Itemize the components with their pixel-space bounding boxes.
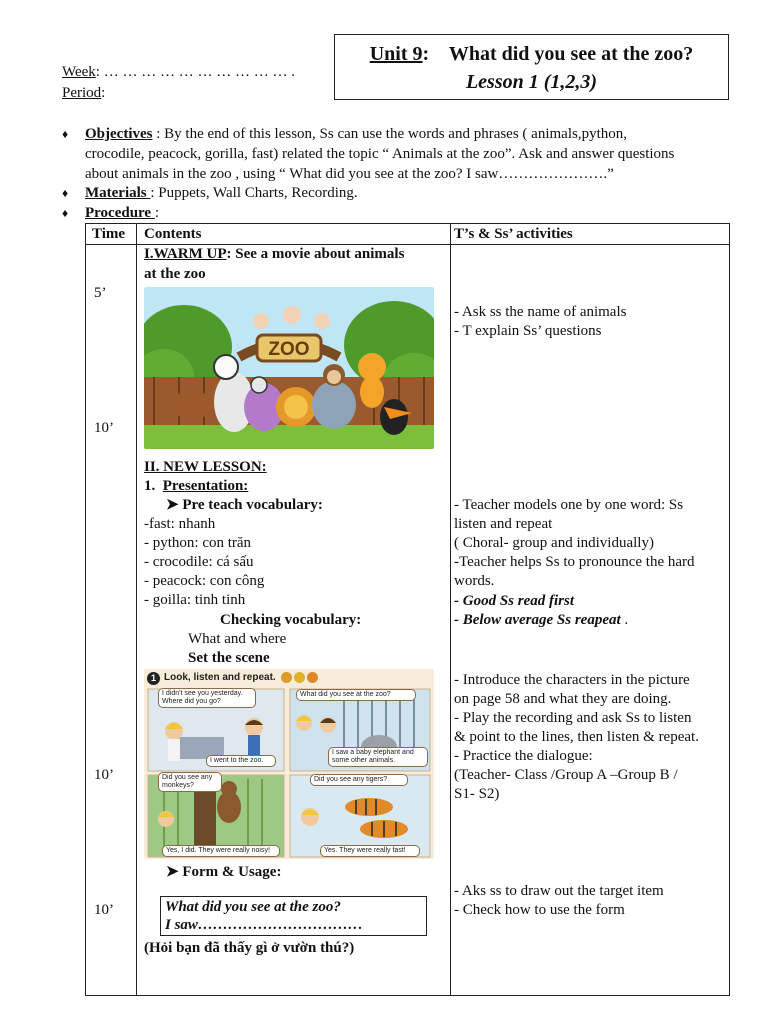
dialogue-comic (144, 669, 434, 859)
form-question: What did you see at the zoo? (165, 899, 341, 915)
form-activity: - Check how to use the form (454, 902, 625, 918)
speech-bubble: Did you see any monkeys? (158, 772, 222, 792)
speech-bubble: I saw a baby elephant and some other animals. (328, 747, 428, 767)
warmup-heading-2: at the zoo (144, 266, 206, 282)
speech-bubble: Yes. They were really fast! (320, 845, 420, 857)
form-answer: I saw…………………………… (165, 917, 363, 933)
presentation-activity: - Teacher models one by one word: Ss (454, 497, 684, 513)
zoo-sign: ZOO (268, 339, 310, 360)
header-contents: Contents (144, 226, 202, 242)
form-heading: ➤ Form & Usage: (166, 864, 282, 880)
set-scene: Set the scene (188, 650, 270, 666)
point-icon (294, 672, 305, 683)
unit-title: Unit 9: What did you see at the zoo? (369, 43, 694, 65)
form-activity: - Aks ss to draw out the target item (454, 883, 664, 899)
procedure-table (85, 223, 730, 996)
form-box (160, 896, 427, 936)
good-ss-note: - Good Ss read first (454, 593, 575, 609)
time-form: 10’ (94, 902, 114, 918)
lesson-title: Lesson 1 (1,2,3) (465, 71, 598, 93)
header-time: Time (92, 226, 126, 242)
arrow-icon: ➤ (166, 497, 179, 513)
warmup-activity-1: - Ask ss the name of animals (454, 304, 627, 320)
what-where: What and where (188, 631, 287, 647)
col-divider (450, 224, 451, 995)
speech-bubble: Did you see any tigers? (310, 774, 408, 786)
vocab-item: - goilla: tinh tinh (144, 592, 246, 608)
title-box (334, 34, 729, 100)
bullet-diamond: ♦ (62, 186, 69, 200)
dialogue-activity: - Play the recording and ask Ss to listen (454, 710, 692, 726)
warmup-heading: I.WARM UP: See a movie about animals (144, 246, 405, 262)
comic-title: Look, listen and repeat. (164, 672, 276, 683)
time-warmup: 5’ (94, 285, 107, 301)
vocab-item: - crocodile: cá sấu (144, 554, 254, 570)
bullet-diamond: ♦ (62, 206, 69, 220)
new-lesson-heading: II. NEW LESSON: (144, 459, 267, 475)
presentation-activity: listen and repeat (454, 516, 553, 532)
col-divider (136, 224, 137, 995)
warmup-activity-2: - T explain Ss’ questions (454, 323, 602, 339)
header-activities: T’s & Ss’ activities (454, 226, 573, 242)
presentation-activity: -Teacher helps Ss to pronounce the hard (454, 554, 695, 570)
speech-bubble: Yes, I did. They were really noisy! (162, 845, 280, 857)
period-line: Period: (62, 85, 106, 101)
repeat-icon (307, 672, 318, 683)
dialogue-activity: & point to the lines, then listen & repeat. (454, 729, 699, 745)
objectives: Objectives : By the end of this lesson, Ss can use the words and phrases ( animals,python, crocodile, peacock, gorilla, fast) related the topic “ Animals at the zoo”. Ask and answer questions about animals in the zoo , using “ What did you see at the zoo? I saw………………….” (85, 126, 675, 182)
dialogue-activity: - Practice the dialogue: (454, 748, 593, 764)
time-dialogue: 10’ (94, 767, 114, 783)
vocab-item: - peacock: con công (144, 573, 265, 589)
speech-bubble: I went to the zoo. (206, 755, 276, 767)
bullet-diamond: ♦ (62, 127, 69, 141)
preteach-heading: ➤ Pre teach vocabulary: (166, 497, 323, 513)
exercise-number: 1 (147, 672, 160, 685)
speech-bubble: What did you see at the zoo? (296, 689, 416, 701)
presentation-activity: ( Choral- group and individually) (454, 535, 654, 551)
zoo-illustration (144, 287, 434, 449)
speech-bubble: I didn't see you yesterday. Where did you go? (158, 688, 256, 708)
dialogue-activity: - Introduce the characters in the picture (454, 672, 690, 688)
checking-heading: Checking vocabulary: (220, 612, 362, 628)
dialogue-activity: (Teacher- Class /Group A –Group B / (454, 767, 678, 783)
procedure: Procedure : (85, 205, 160, 221)
materials: Materials : Puppets, Wall Charts, Recording. (85, 185, 358, 201)
vocab-item: -fast: nhanh (144, 516, 216, 532)
time-presentation: 10’ (94, 420, 114, 436)
dialogue-activity: on page 58 and what they are doing. (454, 691, 672, 707)
dialogue-activity: S1- S2) (454, 786, 500, 802)
vocab-item: - python: con trăn (144, 535, 252, 551)
zoo-image (144, 287, 434, 449)
presentation-heading: 1. Presentation: (144, 478, 249, 494)
form-translation: (Hỏi bạn đã thấy gì ở vườn thú?) (144, 940, 355, 956)
below-ss-note: - Below average Ss reapeat . (454, 612, 629, 628)
week-line: Week: … … … … … … … … … … . (62, 64, 295, 80)
audio-icon (281, 672, 292, 683)
arrow-icon: ➤ (166, 864, 179, 880)
presentation-activity: words. (454, 573, 495, 589)
